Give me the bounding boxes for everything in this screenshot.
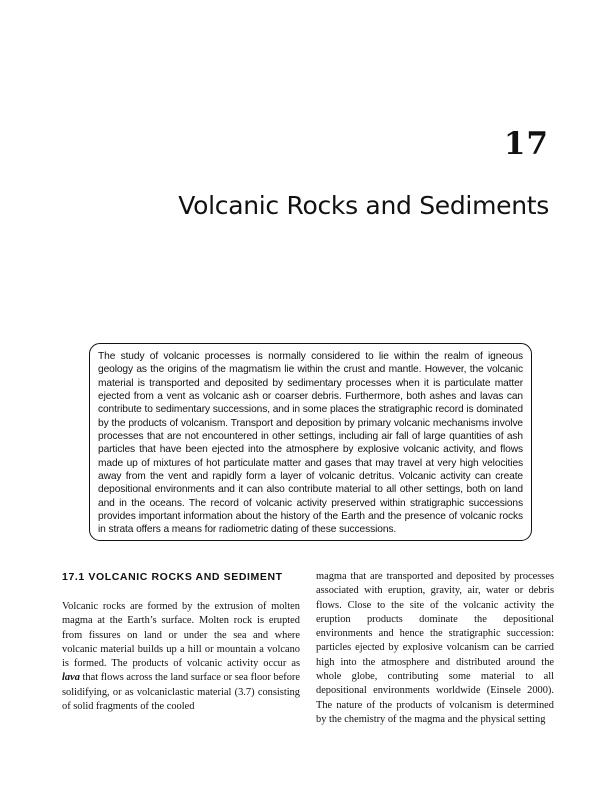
right-column (316, 570, 554, 727)
chapter-title: Volcanic Rocks and Sediments (178, 191, 549, 220)
paragraph-text-part2: that flows across the land surface or sea floor before solidifying, or as volcaniclastic material (3.7) consisting of solid fragments of the cooled (62, 672, 300, 713)
chapter-number: 17 (503, 126, 549, 162)
key-term-lava: lava (62, 672, 80, 684)
left-column-paragraph (62, 600, 300, 714)
paragraph-text-part1: Volcanic rocks are formed by the extrusion of molten magma at the Earth’s surface. Molten rock is erupted from fissures on land or under the sea and where volcanic material builds up a hill or mountain a volcano is formed. The products of volcanic activity occur as (62, 601, 300, 670)
section-heading: 17.1 VOLCANIC ROCKS AND SEDIMENT (62, 571, 283, 583)
abstract-text: The study of volcanic processes is normally considered to lie within the realm of igneous geology as the origins of the magmatism lie within the crust and mantle. However, the volcanic material is transported and deposited by sedimentary processes when it is particulate matter ejected from a vent as volcanic ash or coarser debris. Furthermore, both ashes and lavas can contribute to sedimentary successions, and in some places the stratigraphic record is dominated by the products of volcanism. Transport and deposition by primary volcanic mechanisms involve processes that are not encountered in other settings, including air fall of large quantities of ash particles that have been ejected into the atmosphere by explosive volcanic activity, and flows made up of mixtures of hot particulate matter and gases that may travel at very high velocities away from the vent and rapidly form a layer of volcanic detritus. Volcanic activity can create depositional environments and it can also contribute material to all other settings, both on land and in the oceans. The record of volcanic activity preserved within stratigraphic successions provides important information about the history of the Earth and the presence of volcanic rocks in strata offers a means for radiometric dating of these successions. (98, 351, 523, 536)
left-column (62, 570, 300, 714)
abstract-box (89, 343, 532, 541)
right-column-paragraph: magma that are transported and deposited by processes associated with eruption, gravity, air, water or debris flows. Close to the site of the volcanic activity the eruption products dominate the depositional environments and hence the stratigraphic succession: particles ejected by explosive volcanism can be carried high into the atmosphere and distributed around the whole globe, contributing some material to all depositional environments worldwide (Einsele 2000). The nature of the products of volcanism is determined by the chemistry of the magma and the physical setting (316, 571, 554, 725)
